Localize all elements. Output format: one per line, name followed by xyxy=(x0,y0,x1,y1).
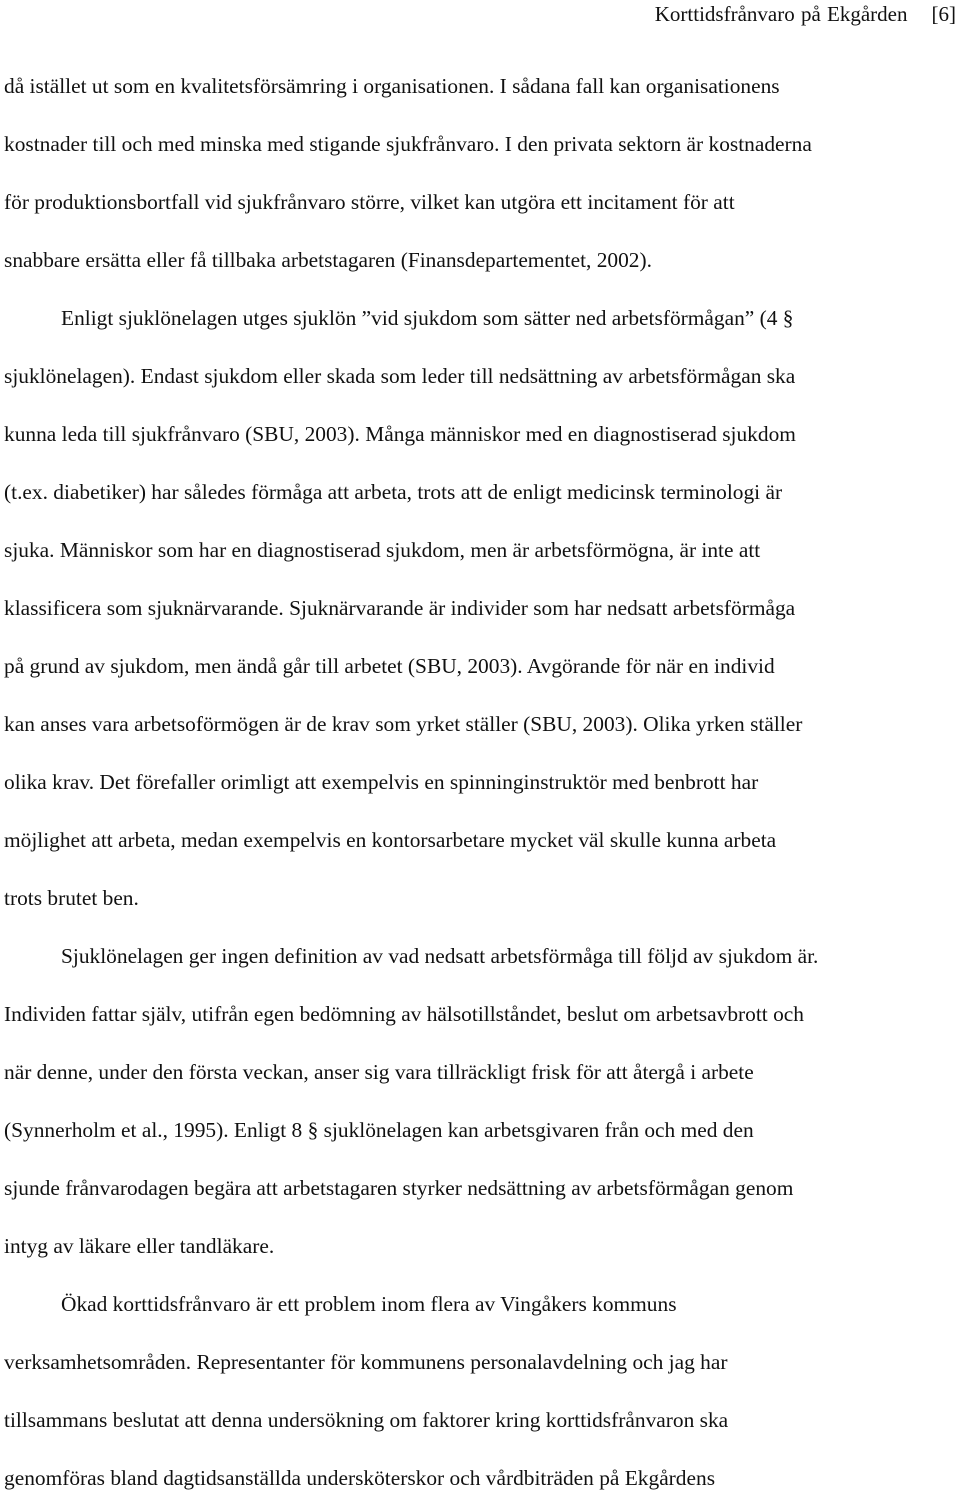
text-line: för produktionsbortfall vid sjukfrånvaro större, vilket kan utgöra ett incitament för att xyxy=(4,190,735,214)
page-number: [6] xyxy=(931,2,956,26)
paragraph-4 xyxy=(4,1275,960,1507)
text-line: snabbare ersätta eller få tillbaka arbetstagaren (Finansdepartementet, 2002). xyxy=(4,248,652,272)
text-line: (t.ex. diabetiker) har således förmåga att arbeta, trots att de enligt medicinsk terminologi är xyxy=(4,480,783,504)
text-line: möjlighet att arbeta, medan exempelvis en kontorsarbetare mycket väl skulle kunna arbeta xyxy=(4,828,777,852)
text-line: på grund av sjukdom, men ändå går till arbetet (SBU, 2003). Avgörande för när en individ xyxy=(4,654,775,678)
text-line: Ökad korttidsfrånvaro är ett problem inom flera av Vingåkers kommuns xyxy=(61,1292,677,1316)
text-line: trots brutet ben. xyxy=(4,886,139,910)
text-line: olika krav. Det förefaller orimligt att exempelvis en spinninginstruktör med benbrott har xyxy=(4,770,759,794)
text-line: Enligt sjuklönelagen utges sjuklön ”vid sjukdom som sätter ned arbetsförmågan” (4 § xyxy=(61,306,794,330)
text-line: intyg av läkare eller tandläkare. xyxy=(4,1234,275,1258)
text-line: sjuklönelagen). Endast sjukdom eller skada som leder till nedsättning av arbetsförmågan ska xyxy=(4,364,796,388)
text-line: Sjuklönelagen ger ingen definition av vad nedsatt arbetsförmåga till följd av sjukdom är. xyxy=(61,944,819,968)
paragraph-2 xyxy=(4,289,960,927)
text-line: då istället ut som en kvalitetsförsämring i organisationen. I sådana fall kan organisationens xyxy=(4,74,780,98)
document-body xyxy=(4,57,960,1507)
text-line: verksamhetsområden. Representanter för kommunens personalavdelning och jag har xyxy=(4,1350,728,1374)
page-header xyxy=(655,0,956,28)
text-line: genomföras bland dagtidsanställda undersköterskor och vårdbiträden på Ekgårdens xyxy=(4,1466,716,1490)
text-line: tillsammans beslutat att denna undersökning om faktorer kring korttidsfrånvaron ska xyxy=(4,1408,729,1432)
text-line: (Synnerholm et al., 1995). Enligt 8 § sjuklönelagen kan arbetsgivaren från och med den xyxy=(4,1118,754,1142)
text-line: kostnader till och med minska med stigande sjukfrånvaro. I den privata sektorn är kostnaderna xyxy=(4,132,812,156)
paragraph-3 xyxy=(4,927,960,1275)
text-line: när denne, under den första veckan, anser sig vara tillräckligt frisk för att återgå i arbete xyxy=(4,1060,754,1084)
running-title: Korttidsfrånvaro på Ekgården xyxy=(654,2,908,26)
text-line: kunna leda till sjukfrånvaro (SBU, 2003). Många människor med en diagnostiserad sjukdom xyxy=(4,422,796,446)
text-line: Individen fattar själv, utifrån egen bedömning av hälsotillståndet, beslut om arbetsavbrott och xyxy=(4,1002,804,1026)
text-line: sjunde frånvarodagen begära att arbetstagaren styrker nedsättning av arbetsförmågan genom xyxy=(4,1176,794,1200)
text-line: kan anses vara arbetsoförmögen är de krav som yrket ställer (SBU, 2003). Olika yrken ställer xyxy=(4,712,803,736)
paragraph-1 xyxy=(4,57,960,289)
text-line: sjuka. Människor som har en diagnostiserad sjukdom, men är arbetsförmögna, är inte att xyxy=(4,538,761,562)
text-line: klassificera som sjuknärvarande. Sjuknärvarande är individer som har nedsatt arbetsförmåga xyxy=(4,596,796,620)
